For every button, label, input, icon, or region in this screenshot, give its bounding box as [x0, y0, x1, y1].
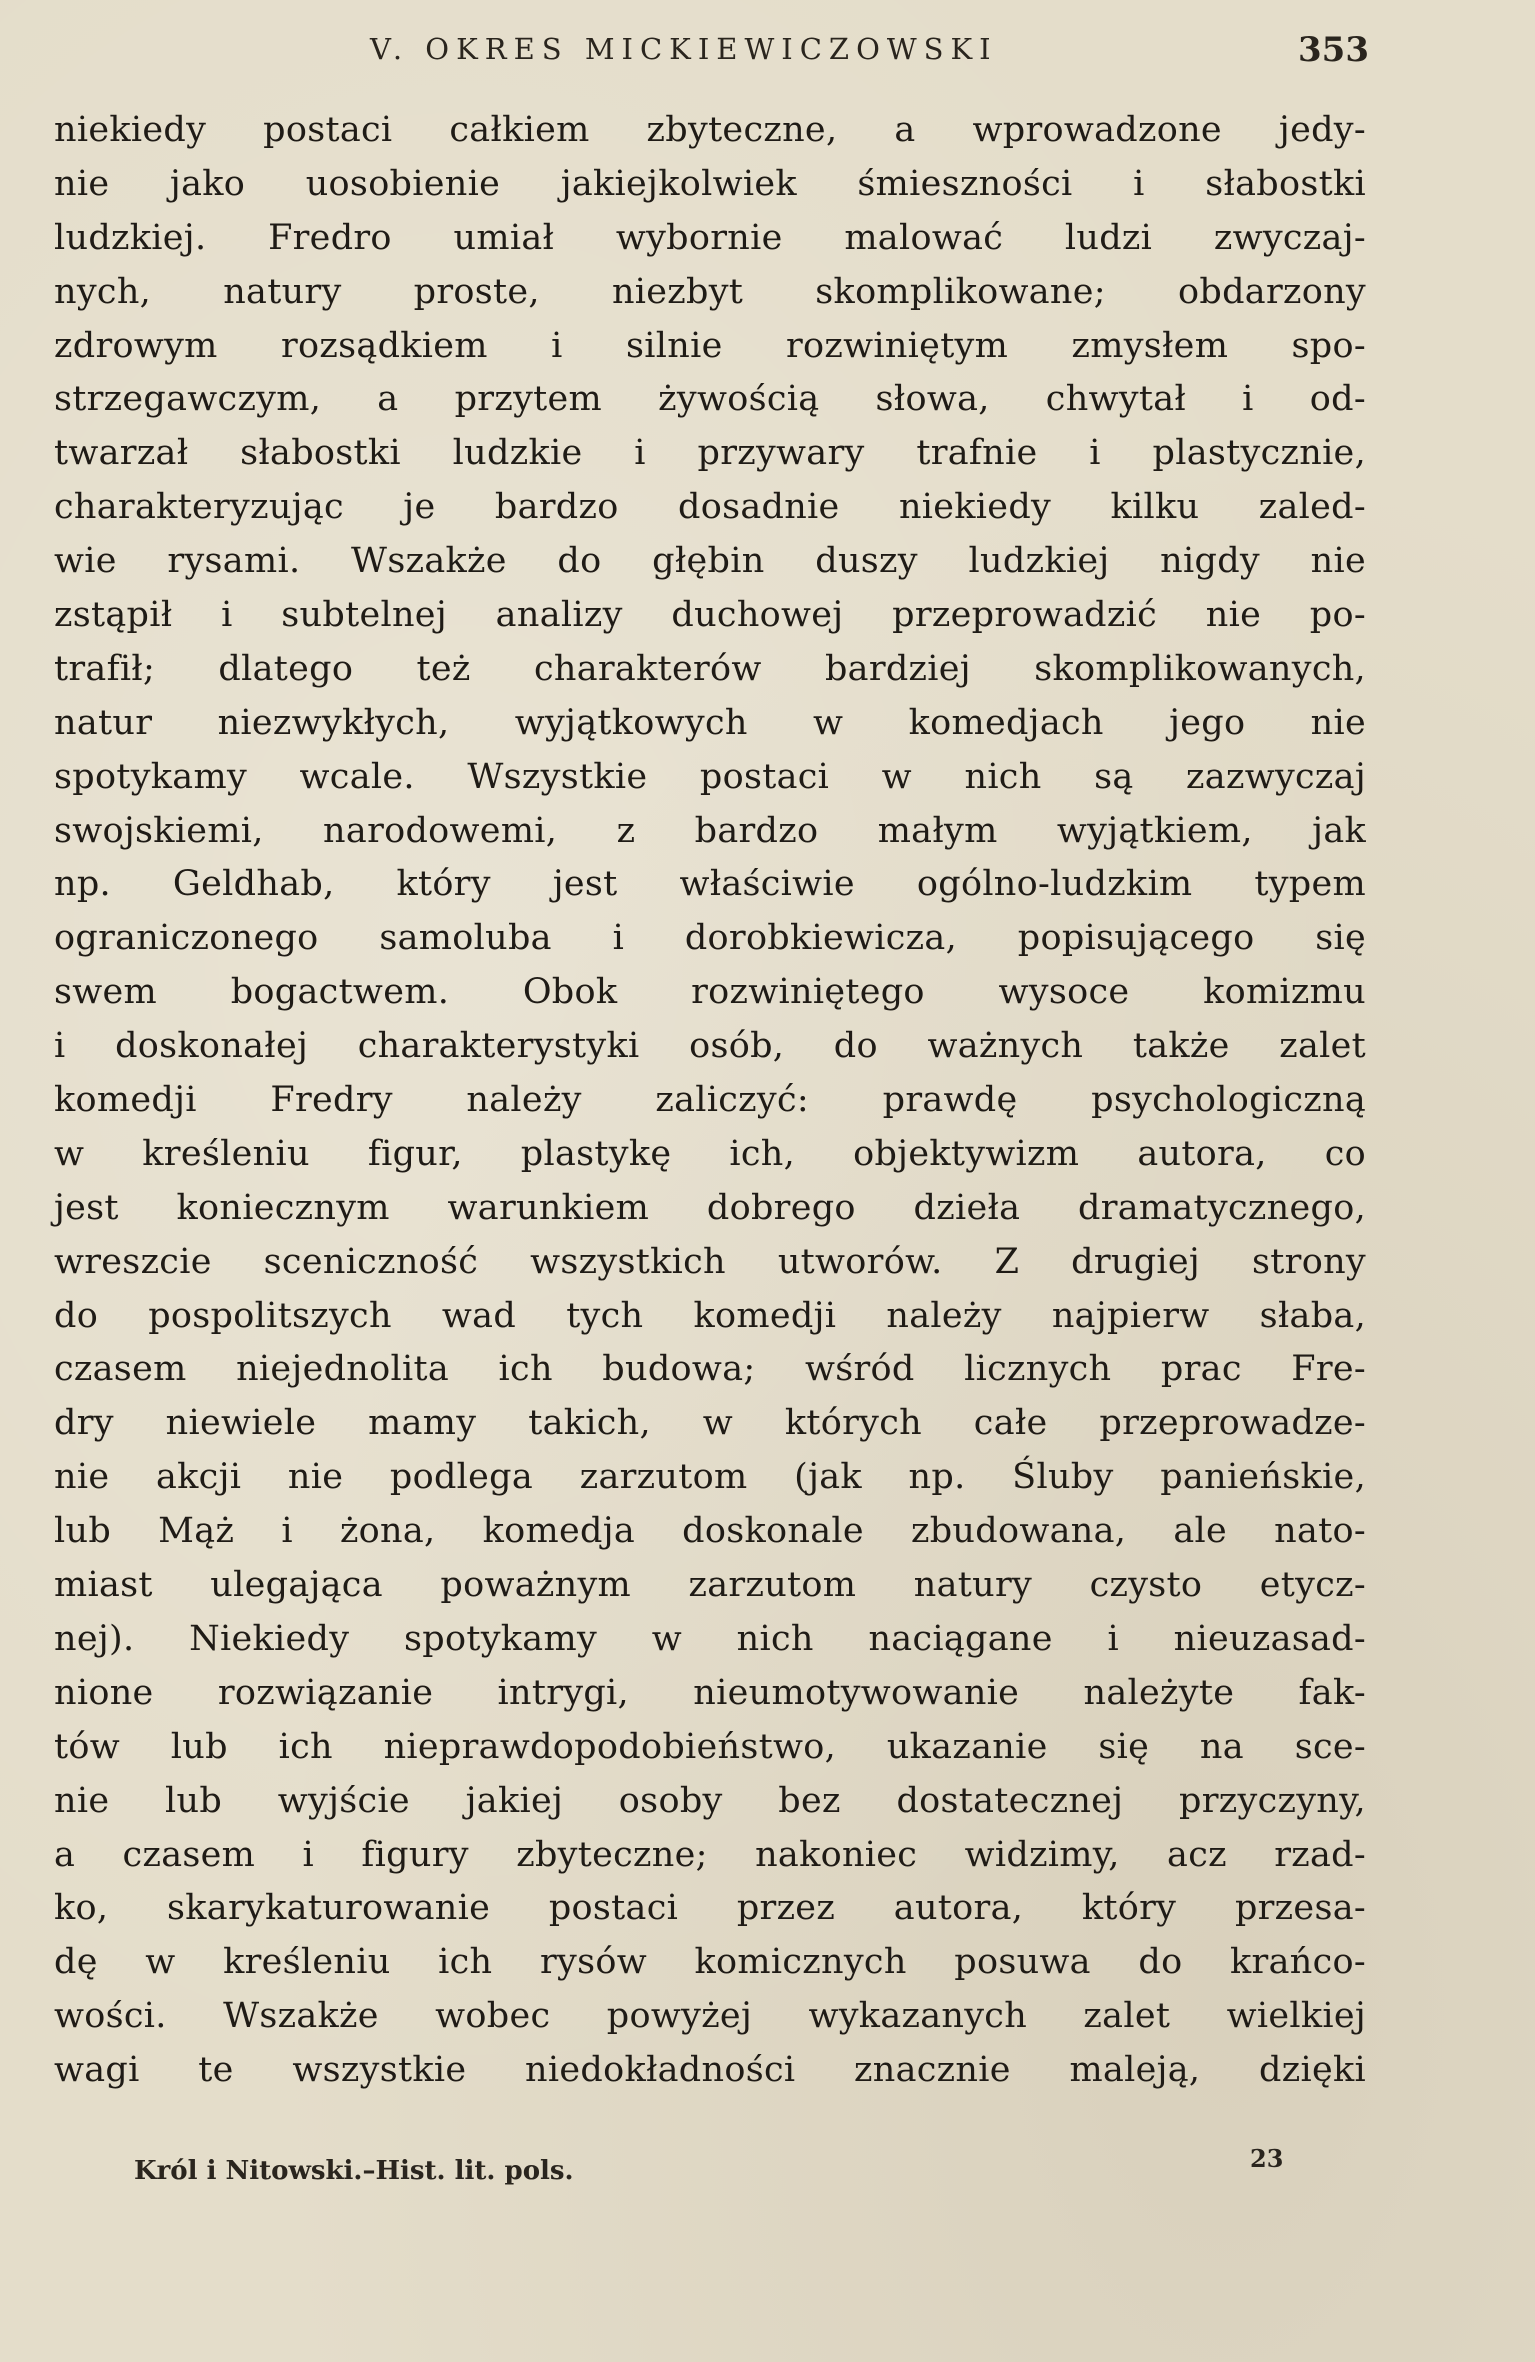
text-line: lub Mąż i żona, komedja doskonale zbudowana, ale nato-: [54, 1511, 1366, 1552]
page-footer: [0, 2144, 1535, 2188]
text-line: dę w kreśleniu ich rysów komicznych posuwa do krańco-: [54, 1942, 1366, 1983]
text-line: nie lub wyjście jakiej osoby bez dostatecznej przyczyny,: [54, 1780, 1366, 1821]
text-line: dry niewiele mamy takich, w których całe przeprowadze-: [54, 1403, 1366, 1444]
text-line: nej). Niekiedy spotykamy w nich naciągane i nieuzasad-: [54, 1618, 1366, 1659]
text-line: wagi te wszystkie niedokładności znacznie maleją, dzięki: [54, 2050, 1366, 2091]
running-title: V. OKRES MICKIEWICZOWSKI: [370, 32, 998, 66]
text-line: tów lub ich nieprawdopodobieństwo, ukazanie się na sce-: [54, 1726, 1366, 1767]
text-line: natur niezwykłych, wyjątkowych w komedjach jego nie: [54, 702, 1366, 743]
text-line: czasem niejednolita ich budowa; wśród licznych prac Fre-: [54, 1349, 1366, 1390]
text-line: nie akcji nie podlega zarzutom (jak np. Śluby panieńskie,: [54, 1457, 1366, 1498]
text-line: trafił; dlatego też charakterów bardziej skomplikowanych,: [54, 648, 1366, 689]
text-line: w kreśleniu figur, plastykę ich, objektywizm autora, co: [54, 1133, 1366, 1174]
footer-credit: Król i Nitowski.–Hist. lit. pols.: [134, 2156, 574, 2186]
text-line: np. Geldhab, który jest właściwie ogólno-ludzkim typem: [54, 864, 1366, 905]
text-line: do pospolitszych wad tych komedji należy najpierw słaba,: [54, 1295, 1366, 1336]
text-line: spotykamy wcale. Wszystkie postaci w nich są zazwyczaj: [54, 756, 1366, 797]
text-line: jest koniecznym warunkiem dobrego dzieła dramatycznego,: [54, 1187, 1366, 1228]
text-line: zdrowym rozsądkiem i silnie rozwiniętym zmysłem spo-: [54, 325, 1366, 366]
text-line: ograniczonego samoluba i dorobkiewicza, popisującego się: [54, 918, 1366, 959]
body-text: [54, 104, 1366, 2098]
text-line: strzegawczym, a przytem żywością słowa, chwytał i od-: [54, 379, 1366, 420]
text-line: swem bogactwem. Obok rozwiniętego wysoce komizmu: [54, 972, 1366, 1013]
text-line: nych, natury proste, niezbyt skomplikowane; obdarzony: [54, 271, 1366, 312]
text-line: a czasem i figury zbyteczne; nakoniec widzimy, acz rzad-: [54, 1834, 1366, 1875]
text-line: ludzkiej. Fredro umiał wybornie malować ludzi zwyczaj-: [54, 217, 1366, 258]
text-line: miast ulegająca poważnym zarzutom natury czysto etycz-: [54, 1565, 1366, 1606]
text-line: i doskonałej charakterystyki osób, do ważnych także zalet: [54, 1026, 1366, 1067]
running-head: [0, 28, 1535, 88]
text-line: swojskiemi, narodowemi, z bardzo małym wyjątkiem, jak: [54, 810, 1366, 851]
text-line: wie rysami. Wszakże do głębin duszy ludzkiej nigdy nie: [54, 541, 1366, 582]
text-line: komedji Fredry należy zaliczyć: prawdę psychologiczną: [54, 1080, 1366, 1121]
text-line: ko, skarykaturowanie postaci przez autora, który przesa-: [54, 1888, 1366, 1929]
text-line: wości. Wszakże wobec powyżej wykazanych zalet wielkiej: [54, 1996, 1366, 2037]
text-line: nie jako uosobienie jakiejkolwiek śmieszności i słabostki: [54, 163, 1366, 204]
text-line: nione rozwiązanie intrygi, nieumotywowanie należyte fak-: [54, 1672, 1366, 1713]
text-line: charakteryzując je bardzo dosadnie niekiedy kilku zaled-: [54, 487, 1366, 528]
page-number: 353: [1298, 30, 1369, 70]
text-line: twarzał słabostki ludzkie i przywary trafnie i plastycznie,: [54, 433, 1366, 474]
text-line: zstąpił i subtelnej analizy duchowej przeprowadzić nie po-: [54, 595, 1366, 636]
signature-mark: 23: [1250, 2144, 1284, 2173]
text-line: wreszcie sceniczność wszystkich utworów. Z drugiej strony: [54, 1241, 1366, 1282]
text-line: niekiedy postaci całkiem zbyteczne, a wprowadzone jedy-: [54, 110, 1366, 150]
